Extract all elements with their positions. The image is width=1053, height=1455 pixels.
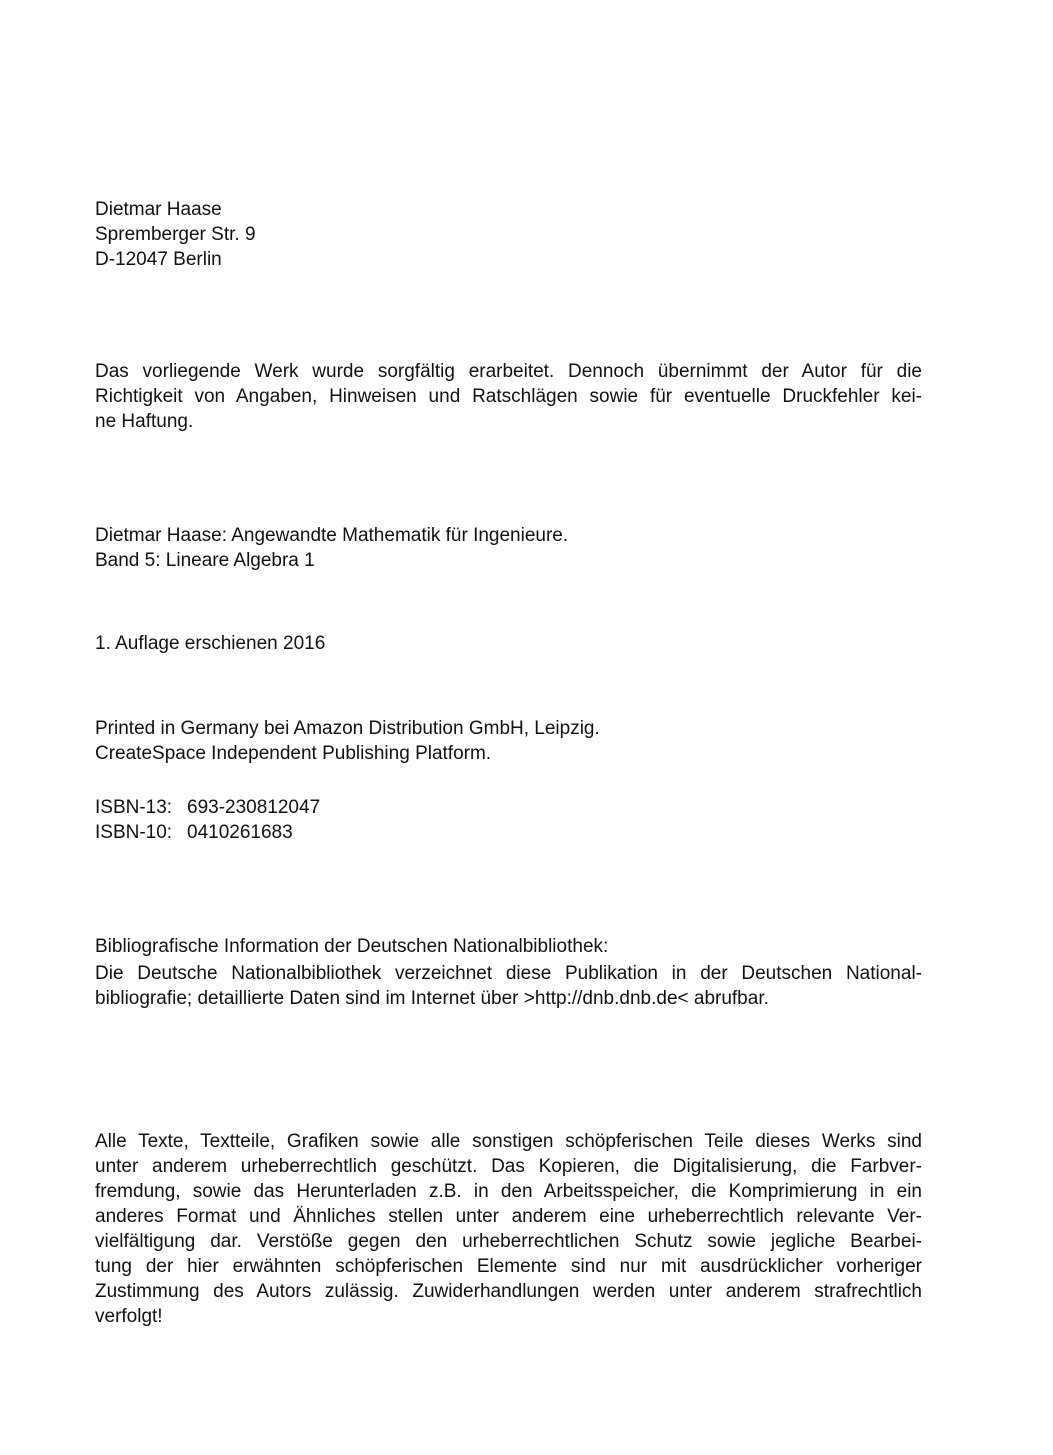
copyright-line: fremdung, sowie das Herunterladen z.B. in den Arbeitsspeicher, die Komprimierung in ein — [95, 1181, 922, 1202]
isbn13-value: 693-230812047 — [187, 797, 321, 818]
disclaimer-line: ne Haftung. — [95, 411, 194, 432]
author-address — [95, 197, 922, 272]
copyright-notice — [95, 1129, 922, 1329]
isbn-block — [95, 795, 922, 845]
copyright-line: tung der hier erwähnten schöpferischen Elemente sind nur mit ausdrücklicher vorheriger — [95, 1256, 922, 1277]
disclaimer-line: Das vorliegende Werk wurde sorgfältig erarbeitet. Dennoch übernimmt der Autor für die — [95, 361, 922, 382]
disclaimer-paragraph — [95, 359, 922, 434]
bibliographic-heading: Bibliografische Information der Deutschen Nationalbibliothek: — [95, 936, 609, 957]
edition-note — [95, 631, 922, 656]
author-name: Dietmar Haase — [95, 199, 222, 220]
bibliographic-info — [95, 934, 922, 1011]
author-city: D-12047 Berlin — [95, 249, 222, 270]
copyright-line: vielfältigung dar. Verstöße gegen den urheberrechtlichen Schutz sowie jegliche Bearbei- — [95, 1231, 922, 1252]
disclaimer-line: Richtigkeit von Angaben, Hinweisen und Ratschlägen sowie für eventuelle Druckfehler kei- — [95, 386, 922, 407]
book-title: Dietmar Haase: Angewandte Mathematik für Ingenieure. — [95, 525, 569, 546]
copyright-line: Zustimmung des Autors zulässig. Zuwiderhandlungen werden unter anderem strafrechtlich — [95, 1281, 922, 1302]
book-volume: Band 5: Lineare Algebra 1 — [95, 550, 315, 571]
book-title-block — [95, 523, 922, 573]
printed-in: Printed in Germany bei Amazon Distribution GmbH, Leipzig. — [95, 718, 600, 739]
copyright-line: anderes Format und Ähnliches stellen unter anderem eine urheberrechtlich relevante Ver- — [95, 1206, 922, 1227]
isbn10-value: 0410261683 — [187, 822, 293, 843]
bibliographic-line: bibliografie; detaillierte Daten sind im Internet über >http://dnb.dnb.de< abrufbar. — [95, 988, 769, 1009]
isbn13-label: ISBN-13: — [95, 797, 173, 818]
author-street: Spremberger Str. 9 — [95, 224, 256, 245]
edition-text: 1. Auflage erschienen 2016 — [95, 633, 326, 654]
isbn10-label: ISBN-10: — [95, 822, 173, 843]
copyright-line: verfolgt! — [95, 1306, 163, 1327]
publishing-platform: CreateSpace Independent Publishing Platform. — [95, 743, 492, 764]
copyright-line: Alle Texte, Textteile, Grafiken sowie alle sonstigen schöpferischen Teile dieses Werks sind — [95, 1131, 922, 1152]
printing-info — [95, 716, 922, 766]
isbn13-row — [95, 795, 922, 820]
bibliographic-line: Die Deutsche Nationalbibliothek verzeichnet diese Publikation in der Deutschen National- — [95, 963, 922, 984]
isbn10-row — [95, 820, 922, 845]
copyright-line: unter anderem urheberrechtlich geschützt. Das Kopieren, die Digitalisierung, die Farbver- — [95, 1156, 922, 1177]
